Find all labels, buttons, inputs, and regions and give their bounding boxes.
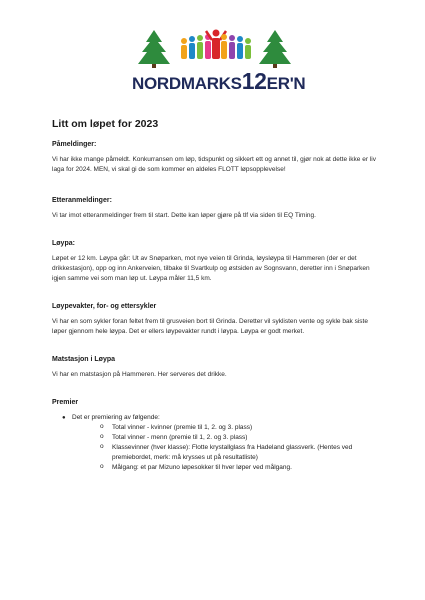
section-matstasjon: [52, 356, 382, 380]
section-loypevakter: [52, 303, 382, 337]
prize-list: [52, 413, 382, 473]
section-heading: Etteranmeldinger:: [52, 197, 112, 204]
tree-icon: [259, 30, 291, 68]
section-heading: Matstasjon i Løypa: [52, 356, 116, 363]
section-text: Vi har en matstasjon på Hammeren. Her serveres det drikke.: [52, 371, 227, 378]
event-logo: [132, 28, 306, 96]
list-item: o Total vinner - kvinner (premie til 1, 2. og 3. plass): [100, 423, 382, 433]
tree-icon: [138, 30, 170, 68]
section-heading: Løypevakter, for- og ettersykler: [52, 303, 157, 310]
list-item: o Målgang: et par Mizuno løpesokker til hver løper ved målgang.: [100, 463, 382, 473]
document-body: [52, 118, 382, 492]
logo-word-nordmarks: NORDMARKS: [132, 74, 242, 93]
logo-word-ern: ER'N: [266, 74, 306, 93]
section-text: Vi tar imot etteranmeldinger frem til start. Dette kan løper gjøre på tlf via siden til EQ Timing.: [52, 212, 316, 219]
section-loypa: [52, 240, 382, 284]
prize-intro: Det er premiering av følgende:: [72, 414, 160, 421]
page-title: Litt om løpet for 2023: [52, 118, 159, 130]
section-heading: Påmeldinger:: [52, 141, 97, 148]
section-text: Vi har en som sykler foran feltet frem til grusveien bort til Grinda. Deretter vil syklisten vente og sykle bak siste løper gjennom hele løypa. Det er ellers løypevakter rundt i løypa. Løypa er godt merket.: [52, 318, 368, 335]
section-heading: Premier: [52, 399, 79, 406]
logo-number: 12: [241, 68, 267, 94]
list-item: o Klassevinner (hver klasse): Flotte krystallglass fra Hadeland glassverk. (Hentes ved premiebordet, merk: må krysses ut på resultatliste): [100, 443, 382, 463]
runners-icon: [181, 30, 251, 60]
prize-sublist: [72, 423, 382, 473]
section-premier: [52, 399, 382, 473]
section-heading: Løypa:: [52, 240, 75, 247]
list-item: [62, 413, 382, 473]
logo-wordmark: [132, 68, 306, 95]
list-item: o Total vinner - menn (premie til 1, 2. og 3. plass): [100, 433, 382, 443]
section-text: Vi har ikke mange påmeldt. Konkurransen om løp, tidspunkt og sikkert ett og annet til, gjør nok at dette ikke er liv laga for 2024. MEN, vi skal gi de som kommer en aldeles FLOTT løpsopplevelse!: [52, 156, 376, 173]
section-pameldinger: [52, 141, 382, 175]
section-etteranmeldinger: [52, 197, 382, 221]
section-text: Løpet er 12 km. Løypa går: Ut av Snøparken, mot nye veien til Grinda, løysløypa til Hammeren (der er det drikkestasjon), opp og inn Ankerveien, tilbake til Svartkulp og østsiden av Sognsvann, deretter inn i Snøparken igjen samme vei som man løp ut. Løypa måler 11,5 km.: [52, 255, 370, 282]
